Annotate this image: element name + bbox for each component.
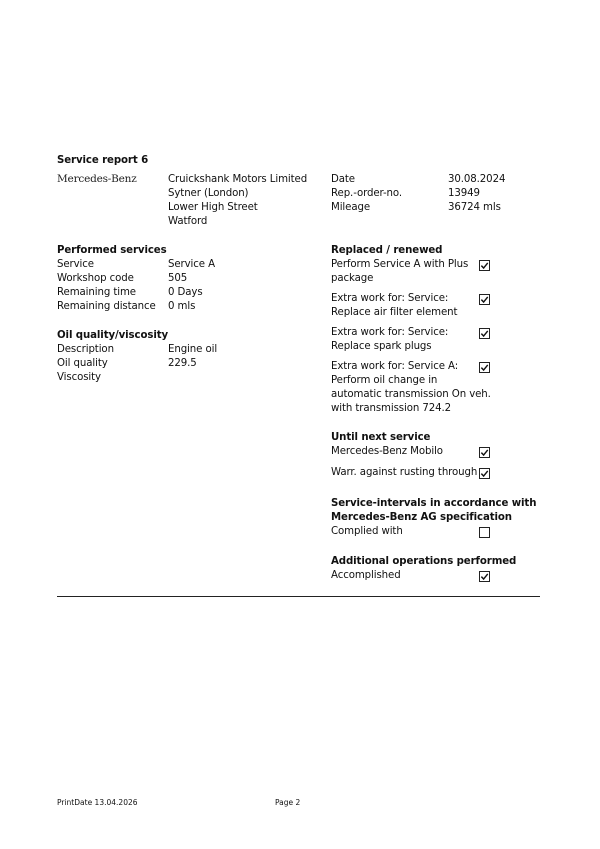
replaced-item-3-line-1: Extra work for: Service:: [331, 327, 449, 338]
workshop-code-label: Workshop code: [57, 273, 134, 284]
replaced-item-2-checkbox[interactable]: [479, 294, 490, 305]
dealer-name: Cruickshank Motors Limited: [168, 174, 308, 185]
mobilo-label: Mercedes-Benz Mobilo: [331, 446, 443, 457]
brand-logo-text: Mercedes-Benz: [57, 173, 137, 185]
checkmark-icon: [480, 363, 489, 372]
date-value: 30.08.2024: [448, 174, 506, 185]
checkmark-icon: [480, 261, 489, 270]
replaced-item-4-line-2: Perform oil change in: [331, 375, 438, 386]
remaining-time-value: 0 Days: [168, 287, 203, 298]
replaced-item-3-checkbox[interactable]: [479, 328, 490, 339]
rust-warranty-checkbox[interactable]: [479, 468, 490, 479]
order-number-label: Rep.-order-no.: [331, 188, 402, 199]
complied-with-label: Complied with: [331, 526, 403, 537]
replaced-item-4-line-1: Extra work for: Service A:: [331, 361, 459, 372]
checkmark-icon: [480, 469, 489, 478]
replaced-item-1-checkbox[interactable]: [479, 260, 490, 271]
dealer-street: Lower High Street: [168, 202, 258, 213]
replaced-item-2-line-2: Replace air filter element: [331, 307, 458, 318]
remaining-distance-label: Remaining distance: [57, 301, 156, 312]
oil-description-value: Engine oil: [168, 344, 218, 355]
checkmark-icon: [480, 572, 489, 581]
dealer-town: Watford: [168, 216, 208, 227]
mobilo-checkbox[interactable]: [479, 447, 490, 458]
mileage-label: Mileage: [331, 202, 370, 213]
replaced-item-1-line-1: Perform Service A with Plus: [331, 259, 469, 270]
oil-quality-heading: Oil quality/viscosity: [57, 330, 169, 341]
replaced-item-2-line-1: Extra work for: Service:: [331, 293, 449, 304]
oil-quality-value: 229.5: [168, 358, 197, 369]
performed-services-heading: Performed services: [57, 245, 167, 256]
checkmark-icon: [480, 448, 489, 457]
replaced-item-3-line-2: Replace spark plugs: [331, 341, 432, 352]
replaced-item-4-line-4: with transmission 724.2: [331, 403, 452, 414]
service-intervals-heading-line-2: Mercedes-Benz AG specification: [331, 512, 512, 523]
mileage-value: 36724 mls: [448, 202, 501, 213]
checkmark-icon: [480, 295, 489, 304]
additional-operations-heading: Additional operations performed: [331, 556, 517, 567]
report-title: Service report 6: [57, 155, 149, 166]
oil-description-label: Description: [57, 344, 114, 355]
viscosity-label: Viscosity: [57, 372, 101, 383]
accomplished-checkbox[interactable]: [479, 571, 490, 582]
dealer-branch: Sytner (London): [168, 188, 249, 199]
complied-with-checkbox[interactable]: [479, 527, 490, 538]
date-label: Date: [331, 174, 355, 185]
workshop-code-value: 505: [168, 273, 188, 284]
replaced-renewed-heading: Replaced / renewed: [331, 245, 443, 256]
oil-quality-label: Oil quality: [57, 358, 108, 369]
rust-warranty-label: Warr. against rusting through: [331, 467, 478, 478]
service-label: Service: [57, 259, 94, 270]
page-number: Page 2: [275, 798, 301, 807]
replaced-item-4-checkbox[interactable]: [479, 362, 490, 373]
print-date: PrintDate 13.04.2026: [57, 798, 138, 807]
remaining-time-label: Remaining time: [57, 287, 136, 298]
replaced-item-4-line-3: automatic transmission On veh.: [331, 389, 491, 400]
order-number-value: 13949: [448, 188, 480, 199]
section-divider: [57, 596, 540, 597]
remaining-distance-value: 0 mls: [168, 301, 196, 312]
service-value: Service A: [168, 259, 215, 270]
until-next-service-heading: Until next service: [331, 432, 431, 443]
accomplished-label: Accomplished: [331, 570, 401, 581]
service-intervals-heading-line-1: Service-intervals in accordance with: [331, 498, 537, 509]
checkmark-icon: [480, 329, 489, 338]
replaced-item-1-line-2: package: [331, 273, 374, 284]
